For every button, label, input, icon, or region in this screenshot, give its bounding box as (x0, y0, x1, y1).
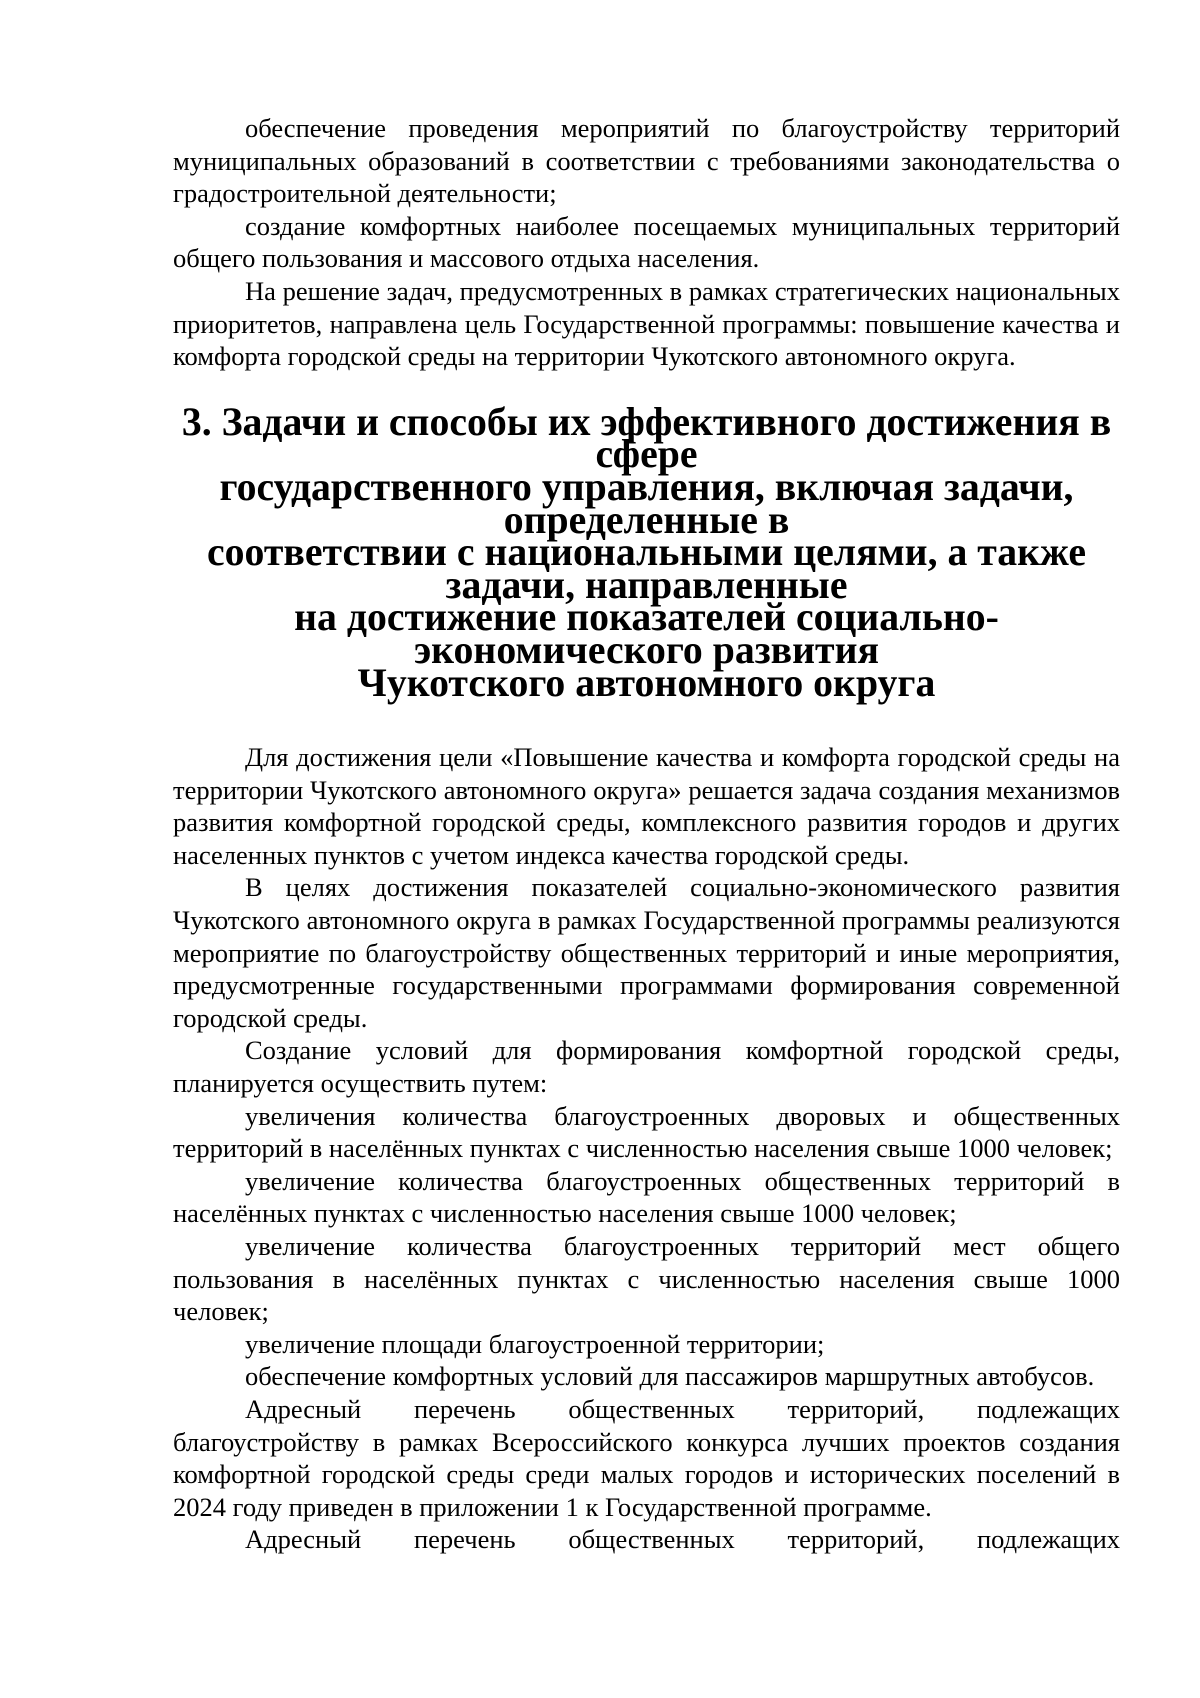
intro-paragraph-3: На решение задач, предусмотренных в рамках стратегических национальных приоритетов, направлена цель Государственной программы: повышение качества и комфорта городской среды на территории Чукотского автономного округа. (173, 275, 1120, 372)
body-paragraph-3: Создание условий для формирования комфортной городской среды, планируется осуществить путем: (173, 1035, 1120, 1099)
section-heading-line-5: Чукотского автономного округа (357, 660, 936, 705)
document-page (173, 112, 1120, 1556)
body-paragraph-6: увеличение количества благоустроенных территорий мест общего пользования в населённых пунктах с численностью населения свыше 1000 человек; (173, 1231, 1120, 1327)
body-paragraph-8: обеспечение комфортных условий для пассажиров маршрутных автобусов. (245, 1361, 1095, 1392)
section-heading-line-4: на достижение показателей социально-экономического развития (294, 595, 999, 672)
body-paragraph-10: Адресный перечень общественных территорий, подлежащих (245, 1524, 1120, 1555)
section-heading (173, 399, 1120, 705)
body-paragraph-2: В целях достижения показателей социально-экономического развития Чукотского автономного округа в рамках Государственной программы реализуются мероприятие по благоустройству общественных территорий и иные мероприятия, предусмотренные государственными программами формирования современной городской среды. (173, 872, 1120, 1033)
body-paragraph-5: увеличение количества благоустроенных общественных территорий в населённых пунктах с численностью населения свыше 1000 человек; (173, 1165, 1120, 1229)
body-paragraph-9: Адресный перечень общественных территорий, подлежащих благоустройству в рамках Всероссийского конкурса лучших проектов создания комфортной городской среды среди малых городов и исторических поселений в 2024 году приведен в приложении 1 к Государственной программе. (173, 1393, 1120, 1522)
body-paragraph-7: увеличение площади благоустроенной территории; (245, 1328, 825, 1359)
intro-paragraph-2: создание комфортных наиболее посещаемых муниципальных территорий общего пользования и массового отдыха населения. (173, 210, 1120, 274)
section-heading-line-1: 3. Задачи и способы их эффективного достижения в сфере (181, 399, 1112, 477)
heading-spacer (173, 699, 1120, 741)
section-heading-line-3: соответствии с национальными целями, а также задачи, направленные (207, 530, 1086, 607)
section-heading-line-2: государственного управления, включая задачи, определенные в (219, 464, 1074, 542)
body-paragraph-4: увеличения количества благоустроенных дворовых и общественных территорий в населённых пунктах с численностью населения свыше 1000 человек; (173, 1100, 1120, 1164)
intro-paragraph-1: обеспечение проведения мероприятий по благоустройству территорий муниципальных образований в соответствии с требованиями законодательства о градостроительной деятельности; (173, 113, 1120, 209)
body-paragraph-1: Для достижения цели «Повышение качества и комфорта городской среды на территории Чукотского автономного округа» решается задача создания механизмов развития комфортной городской среды, комплексного развития городов и других населенных пунктов с учетом индекса качества городской среды. (173, 742, 1120, 870)
